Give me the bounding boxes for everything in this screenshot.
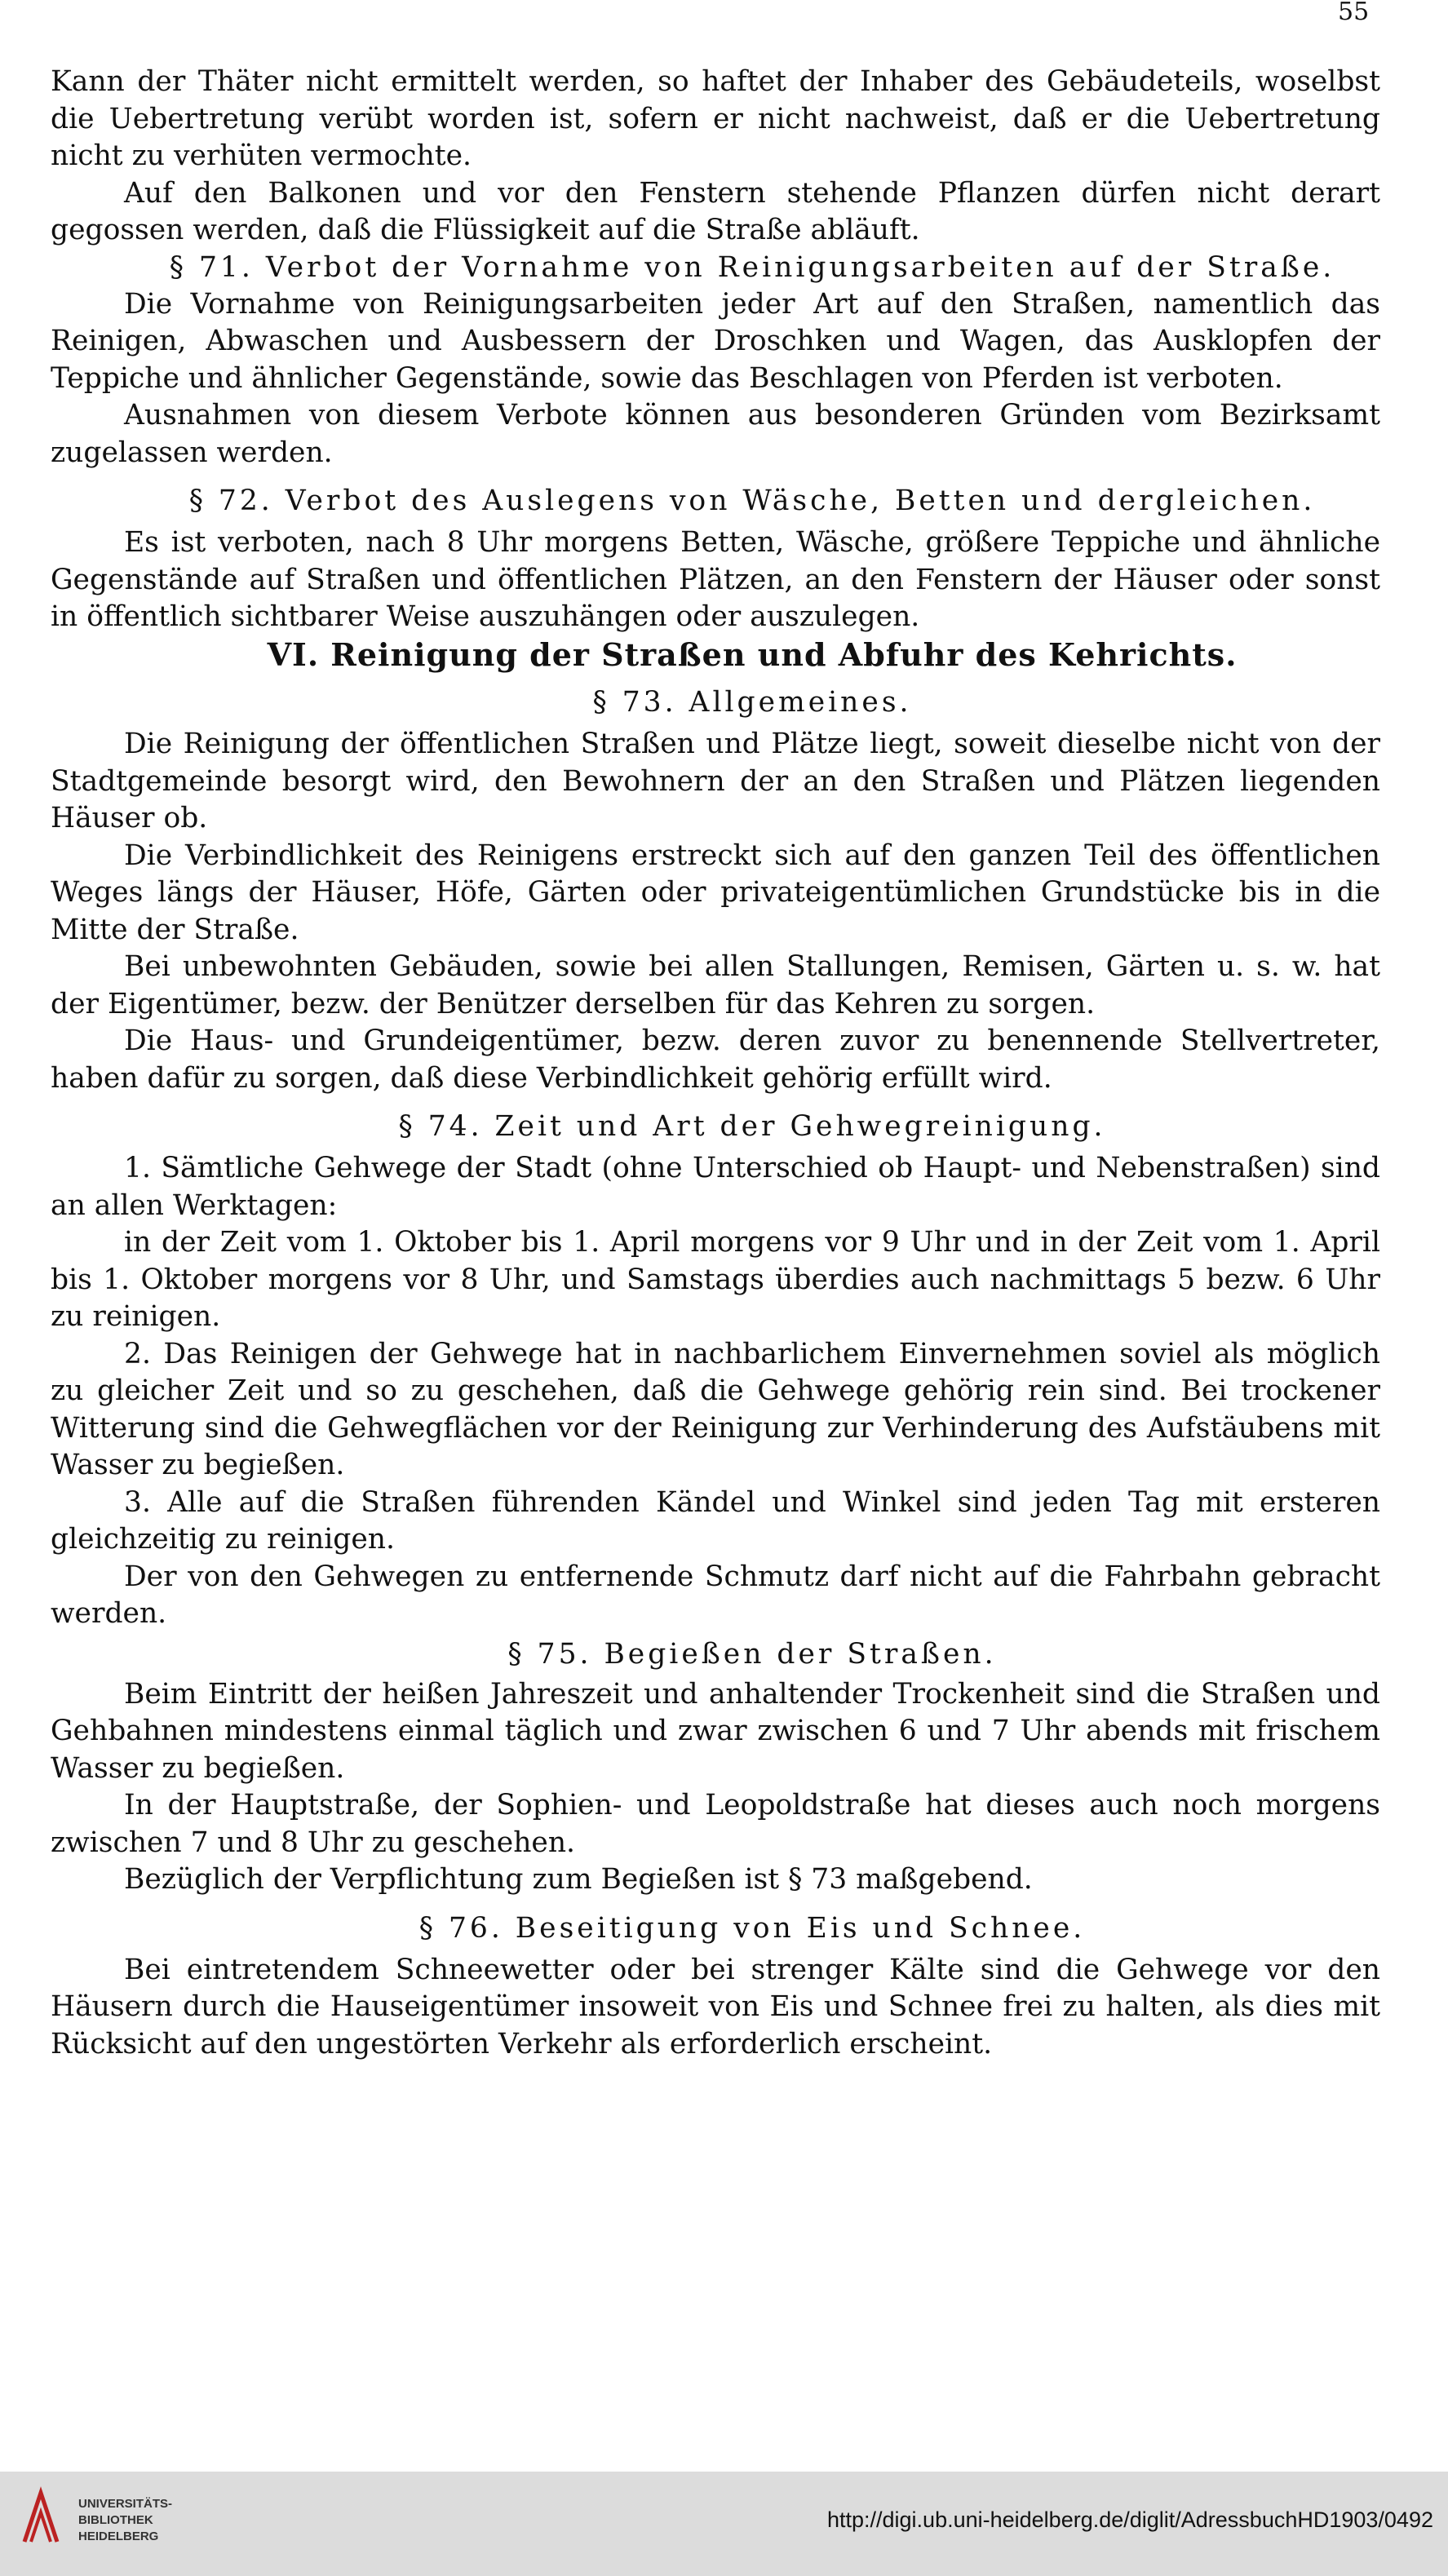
paragraph: Die Haus- und Grundeigentümer, bezw. deren zuvor zu benennende Stellvertreter, haben dafür zu sorgen, daß diese Verbindlichkeit gehörig erfüllt wird. xyxy=(51,1025,1380,1095)
page-number: 55 xyxy=(1338,0,1370,26)
section-heading: § 75. Begießen der Straßen. xyxy=(507,1637,997,1671)
paragraph: Die Vornahme von Reinigungsarbeiten jeder Art auf den Straßen, namentlich das Reinigen, Abwaschen und Ausbessern der Droschken und Wagen, das Ausklopfen der Teppiche und ähnlicher Gegenstände, sowie das Beschlagen von Pferden ist verboten. xyxy=(51,287,1380,395)
paragraph: 3. Alle auf die Straßen führenden Kändel und Winkel sind jeden Tag mit ersteren gleichzeitig zu reinigen. xyxy=(51,1485,1380,1556)
document-body xyxy=(51,64,1380,2063)
chapter-heading: VI. Reinigung der Straßen und Abfuhr des Kehrichts. xyxy=(267,635,1238,673)
paragraph: Kann der Thäter nicht ermittelt werden, so haftet der Inhaber des Gebäudeteils, woselbst die Uebertretung verübt worden ist, sofern er nicht nachweist, daß er die Uebertretung nicht zu verhüten vermochte. xyxy=(51,65,1380,172)
paragraph: Auf den Balkonen und vor den Fenstern stehende Pflanzen dürfen nicht derart gegossen werden, daß die Flüssigkeit auf die Straße abläuft. xyxy=(51,176,1380,246)
paragraph: Beim Eintritt der heißen Jahreszeit und anhaltender Trockenheit sind die Straßen und Gehbahnen mindestens einmal täglich und zwar zwischen 6 und 7 Uhr abends mit frischem Wasser zu begießen. xyxy=(51,1677,1380,1785)
paragraph: 1. Sämtliche Gehwege der Stadt (ohne Unterschied ob Haupt- und Nebenstraßen) sind an allen Werktagen: xyxy=(51,1152,1380,1222)
paragraph: Ausnahmen von diesem Verbote können aus besonderen Gründen vom Bezirksamt zugelassen werden. xyxy=(51,399,1380,469)
library-line-3: HEIDELBERG xyxy=(78,2530,159,2543)
library-line-2: BIBLIOTHEK xyxy=(78,2513,153,2527)
paragraph: Es ist verboten, nach 8 Uhr morgens Betten, Wäsche, größere Teppiche und ähnliche Gegenstände auf Straßen und öffentlichen Plätzen, an den Fenstern der Häuser oder sonst in öffentlich sichtbarer Weise auszuhängen oder auszulegen. xyxy=(51,526,1380,633)
paragraph: Bei unbewohnten Gebäuden, sowie bei allen Stallungen, Remisen, Gärten u. s. w. hat der Eigentümer, bezw. der Benützer derselben für das Kehren zu sorgen. xyxy=(51,950,1380,1020)
paragraph: Bezüglich der Verpflichtung zum Begießen ist § 73 maßgebend. xyxy=(124,1863,1033,1896)
source-url[interactable]: http://digi.ub.uni-heidelberg.de/diglit/AdressbuchHD1903/0492 xyxy=(826,2507,1433,2532)
section-heading: § 76. Beseitigung von Eis und Schnee. xyxy=(418,1911,1086,1945)
section-heading: § 71. Verbot der Vornahme von Reinigungsarbeiten auf der Straße. xyxy=(169,250,1335,284)
library-name xyxy=(78,2496,172,2545)
paragraph: in der Zeit vom 1. Oktober bis 1. April morgens vor 9 Uhr und in der Zeit vom 1. April bis 1. Oktober morgens vor 8 Uhr, und Samstags überdies auch nachmittags 5 bezw. 6 Uhr zu reinigen. xyxy=(51,1226,1380,1333)
paragraph: Die Reinigung der öffentlichen Straßen und Plätze liegt, soweit dieselbe nicht von der Stadtgemeinde besorgt wird, den Bewohnern der an den Straßen und Plätzen liegenden Häuser ob. xyxy=(51,728,1380,834)
footer-bar xyxy=(0,2472,1448,2576)
paragraph: Der von den Gehwegen zu entfernende Schmutz darf nicht auf die Fahrbahn gebracht werden. xyxy=(51,1560,1380,1630)
paragraph: 2. Das Reinigen der Gehwege hat in nachbarlichem Einvernehmen soviel als möglich zu gleicher Zeit und so zu geschehen, daß die Gehwege gehörig rein sind. Bei trockener Witterung sind die Gehwegflächen vor der Reinigung zur Verhinderung des Aufstäubens mit Wasser zu begießen. xyxy=(51,1337,1380,1481)
university-seal-icon xyxy=(16,2485,65,2550)
library-line-1: UNIVERSITÄTS- xyxy=(78,2497,173,2511)
paragraph: Bei eintretendem Schneewetter oder bei strenger Kälte sind die Gehwege vor den Häusern durch die Hauseigentümer insoweit von Eis und Schnee frei zu halten, als dies mit Rücksicht auf den ungestörten Verkehr als erforderlich erscheint. xyxy=(51,1953,1380,2060)
paragraph: In der Hauptstraße, der Sophien- und Leopoldstraße hat dieses auch noch morgens zwischen 7 und 8 Uhr zu geschehen. xyxy=(51,1789,1380,1859)
section-heading: § 74. Zeit und Art der Gehwegreinigung. xyxy=(398,1110,1106,1143)
section-heading: § 72. Verbot des Auslegens von Wäsche, Betten und dergleichen. xyxy=(188,485,1316,517)
section-heading: § 73. Allgemeines. xyxy=(592,686,912,719)
paragraph: Die Verbindlichkeit des Reinigens erstreckt sich auf den ganzen Teil des öffentlichen Weges längs der Häuser, Höfe, Gärten oder privateigentümlichen Grundstücke bis in die Mitte der Straße. xyxy=(51,839,1380,946)
